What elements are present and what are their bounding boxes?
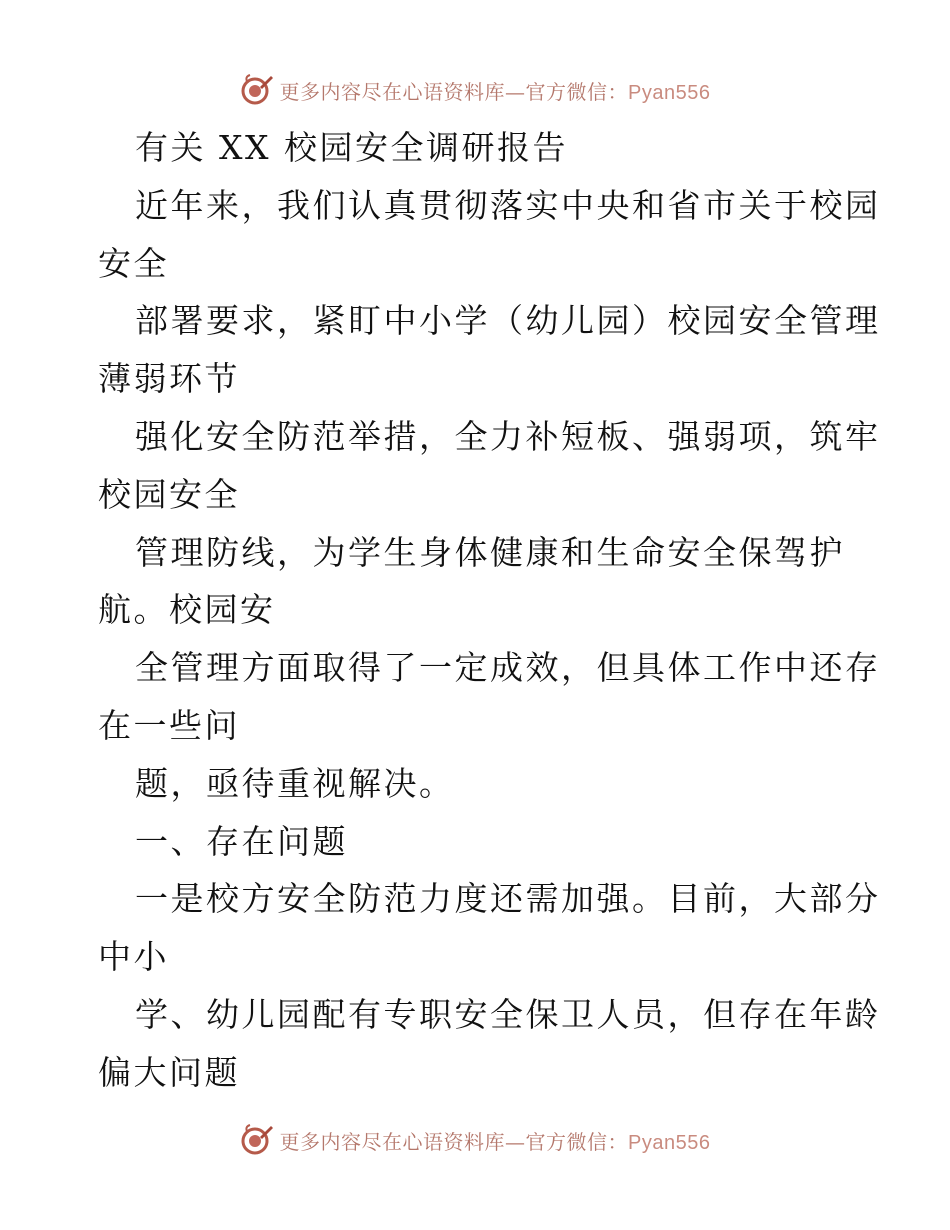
paragraph-line: 校园安全 <box>98 474 240 514</box>
watermark-text: 更多内容尽在心语资料库—官方微信：Pyan556 <box>279 1129 711 1154</box>
paragraph-line: 管理防线，为学生身体健康和生命安全保驾护 <box>135 532 845 572</box>
paragraph-line: 全管理方面取得了一定成效，但具体工作中还存 <box>135 648 881 688</box>
header-watermark <box>0 70 950 110</box>
paragraph-line: 一是校方安全防范力度还需加强。目前，大部分 <box>135 879 881 919</box>
paragraph-line: 部署要求，紧盯中小学（幼儿园）校园安全管理 <box>135 301 881 341</box>
footer-watermark <box>0 1120 950 1160</box>
section-heading: 一、存在问题 <box>135 821 348 861</box>
paragraph-line: 安全 <box>98 243 169 283</box>
paragraph-line: 近年来，我们认真贯彻落实中央和省市关于校园 <box>135 185 881 225</box>
pen-logo-icon <box>240 1123 274 1157</box>
watermark-wechat-id: Pyan556 <box>628 1131 711 1154</box>
pen-logo-icon <box>240 73 274 107</box>
paragraph-line: 中小 <box>98 937 169 977</box>
watermark-text: 更多内容尽在心语资料库—官方微信：Pyan556 <box>279 79 711 104</box>
document-body <box>98 119 881 1102</box>
paragraph-line: 学、幼儿园配有专职安全保卫人员，但存在年龄 <box>135 994 881 1034</box>
watermark-wechat-id: Pyan556 <box>628 81 711 104</box>
paragraph-line: 在一些问 <box>98 705 240 745</box>
paragraph-line: 题，亟待重视解决。 <box>135 763 455 803</box>
paragraph-line: 航。校园安 <box>98 590 276 630</box>
paragraph-line: 偏大问题 <box>98 1052 240 1092</box>
paragraph-line: 薄弱环节 <box>98 359 240 399</box>
document-title: 有关 XX 校园安全调研报告 <box>135 128 568 167</box>
paragraph-line: 强化安全防范举措，全力补短板、强弱项，筑牢 <box>135 416 881 456</box>
